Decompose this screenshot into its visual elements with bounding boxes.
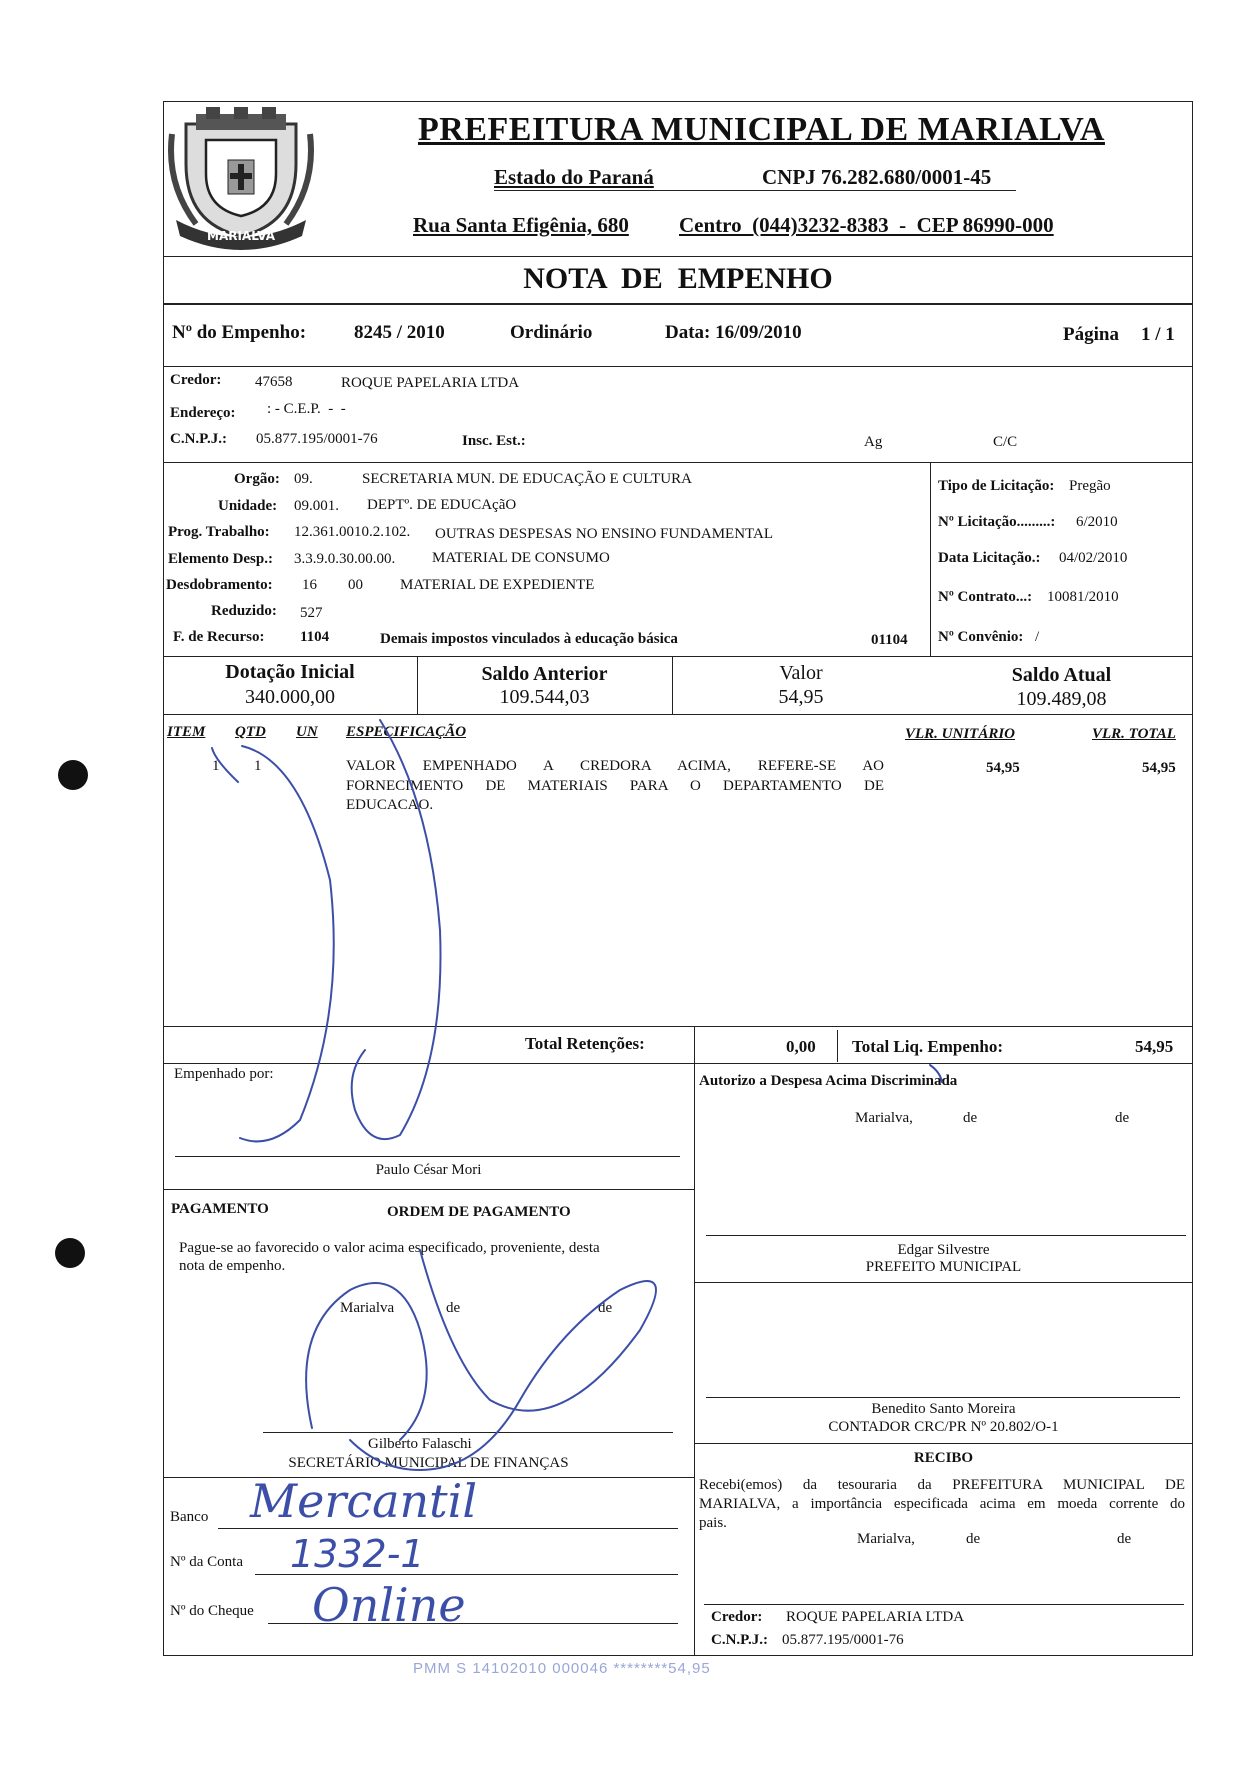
recibo-line-2: MARIALVA, a importância especificada acima em moeda corrente do <box>699 1496 1185 1512</box>
recurso-code: 1104 <box>300 629 330 645</box>
contador-role: CONTADOR CRC/PR Nº 20.802/O-1 <box>828 1419 1059 1435</box>
pagamento-text-2: nota de empenho. <box>179 1258 286 1274</box>
valor-value: 54,95 <box>778 686 824 708</box>
dotacao-value: 340.000,00 <box>245 686 335 708</box>
document-title: NOTA DE EMPENHO <box>523 262 833 295</box>
col-total: VLR. TOTAL <box>1092 726 1176 742</box>
item-number: 1 <box>212 758 220 774</box>
header-title: PREFEITURA MUNICIPAL DE MARIALVA <box>418 111 1105 148</box>
pagamento-de-2: de <box>598 1300 613 1316</box>
licitacao-num-label: Nº Licitação.........: <box>938 514 1056 530</box>
header-state: Estado do Paraná <box>494 165 654 189</box>
autorizo-city: Marialva, <box>855 1110 913 1126</box>
tipo-licitacao: Pregão <box>1069 478 1111 494</box>
contador-name: Benedito Santo Moreira <box>871 1401 1016 1417</box>
recurso-label: F. de Recurso: <box>173 629 265 645</box>
autorizo-de-1: de <box>963 1110 978 1126</box>
orgao-name: SECRETARIA MUN. DE EDUCAÇÃO E CULTURA <box>362 471 692 487</box>
recibo-line-1: Recebi(emos) da tesouraria da PREFEITURA MUNICIPAL DE <box>699 1477 1185 1493</box>
orgao-label: Orgão: <box>234 471 280 487</box>
recibo-city: Marialva, <box>857 1531 915 1547</box>
header-contact: Centro (044)3232-8383 - CEP 86990-000 <box>679 213 1054 237</box>
recurso-code-2: 01104 <box>871 632 908 648</box>
anterior-value: 109.544,03 <box>499 686 590 708</box>
contrato-value: 10081/2010 <box>1047 589 1119 605</box>
secretario-role: SECRETÁRIO MUNICIPAL DE FINANÇAS <box>288 1455 569 1471</box>
credor-cnpj: 05.877.195/0001-76 <box>256 431 378 447</box>
empenhado-name: Paulo César Mori <box>375 1162 482 1178</box>
pagamento-text-1: Pague-se ao favorecido o valor acima especificado, proveniente, desta <box>179 1240 600 1256</box>
elemento-name: MATERIAL DE CONSUMO <box>432 550 610 566</box>
recibo-de-2: de <box>1117 1531 1132 1547</box>
recibo-credor-label: Credor: <box>711 1609 763 1625</box>
pagamento-city: Marialva <box>340 1300 395 1316</box>
recibo-line-3: pais. <box>699 1515 727 1531</box>
contrato-label: Nº Contrato...: <box>938 589 1033 605</box>
empenhado-label: Empenhado por: <box>174 1066 274 1082</box>
ag-label: Ag <box>864 434 883 450</box>
empenho-type: Ordinário <box>510 322 593 343</box>
ordem-label: ORDEM DE PAGAMENTO <box>387 1204 571 1220</box>
anterior-label: Saldo Anterior <box>481 663 608 685</box>
prefeito-role: PREFEITO MUNICIPAL <box>865 1259 1022 1275</box>
orgao-code: 09. <box>294 471 313 487</box>
licitacao-data: 04/02/2010 <box>1059 550 1128 566</box>
elemento-code: 3.3.9.0.30.00.00. <box>294 551 396 567</box>
recibo-de-1: de <box>966 1531 981 1547</box>
col-qtd: QTD <box>235 724 266 740</box>
page-number: 1 / 1 <box>1141 324 1175 345</box>
col-unit: VLR. UNITÁRIO <box>905 726 1016 742</box>
liq-label: Total Liq. Empenho: <box>852 1037 1003 1056</box>
reduzido-label: Reduzido: <box>211 603 277 619</box>
cheque-handwritten: Online <box>312 1578 466 1632</box>
col-item: ITEM <box>167 724 206 740</box>
payment-stamp: PMM S 14102010 000046 ********54,95 <box>413 1660 711 1677</box>
recibo-title: RECIBO <box>913 1450 974 1466</box>
item-unit-value: 54,95 <box>986 760 1020 776</box>
recibo-cnpj-label: C.N.P.J.: <box>711 1632 768 1648</box>
endereco-label: Endereço: <box>170 405 236 421</box>
prog-name: OUTRAS DESPESAS NO ENSINO FUNDAMENTAL <box>435 526 773 542</box>
item-desc-line1: VALOR EMPENHADO A CREDORA ACIMA, REFERE-SE AO <box>346 758 884 774</box>
desdobramento-sub: 00 <box>348 577 363 593</box>
recibo-cnpj: 05.877.195/0001-76 <box>782 1632 904 1648</box>
unidade-name: DEPTº. DE EDUCAçãO <box>367 497 517 513</box>
credor-label: Credor: <box>170 372 222 388</box>
recurso-name: Demais impostos vinculados à educação básica <box>380 631 678 647</box>
retencoes-value: 0,00 <box>786 1037 816 1056</box>
credor-name: ROQUE PAPELARIA LTDA <box>341 375 520 391</box>
crest-motto: MARIALVA <box>207 229 275 243</box>
desdobramento-label: Desdobramento: <box>166 577 273 593</box>
cnpj-label: C.N.P.J.: <box>170 431 227 447</box>
prog-label: Prog. Trabalho: <box>168 524 270 540</box>
unidade-code: 09.001. <box>294 498 339 514</box>
convenio-value: / <box>1035 629 1040 645</box>
dotacao-label: Dotação Inicial <box>225 661 355 683</box>
col-un: UN <box>296 724 318 740</box>
banco-label: Banco <box>170 1509 209 1525</box>
cheque-label: Nº do Cheque <box>170 1603 254 1619</box>
empenho-date: Data: 16/09/2010 <box>665 322 802 343</box>
item-desc-line3: EDUCACAO. <box>346 797 434 813</box>
desdobramento-code: 16 <box>302 577 317 593</box>
pagamento-label: PAGAMENTO <box>171 1201 269 1217</box>
item-qty: 1 <box>254 758 262 774</box>
insc-label: Insc. Est.: <box>462 433 526 449</box>
licitacao-num: 6/2010 <box>1076 514 1118 530</box>
tipo-licitacao-label: Tipo de Licitação: <box>938 478 1055 494</box>
atual-label: Saldo Atual <box>1011 664 1112 686</box>
unidade-label: Unidade: <box>218 498 278 514</box>
header-cnpj: CNPJ 76.282.680/0001-45 <box>762 165 992 189</box>
page-label: Página <box>1063 324 1119 345</box>
prefeito-name: Edgar Silvestre <box>897 1242 990 1258</box>
convenio-label: Nº Convênio: <box>938 629 1024 645</box>
header-street: Rua Santa Efigênia, 680 <box>413 213 629 237</box>
cc-label: C/C <box>993 434 1018 450</box>
prog-code: 12.361.0010.2.102. <box>294 524 411 540</box>
liq-value: 54,95 <box>1135 1037 1174 1056</box>
atual-value: 109.489,08 <box>1016 688 1107 710</box>
elemento-label: Elemento Desp.: <box>168 551 273 567</box>
retencoes-label: Total Retenções: <box>525 1034 645 1053</box>
item-total-value: 54,95 <box>1142 760 1176 776</box>
licitacao-data-label: Data Licitação.: <box>938 550 1041 566</box>
reduzido-value: 527 <box>300 605 323 621</box>
autorizo-de-2: de <box>1115 1110 1130 1126</box>
recibo-credor: ROQUE PAPELARIA LTDA <box>786 1609 965 1625</box>
pagamento-de-1: de <box>446 1300 461 1316</box>
endereco-value: : - C.E.P. - - <box>267 401 346 417</box>
autorizo-label: Autorizo a Despesa Acima Discriminada <box>699 1073 958 1089</box>
empenho-label: Nº do Empenho: <box>172 322 307 343</box>
col-espec: ESPECIFICAÇÃO <box>346 724 467 740</box>
conta-label: Nº da Conta <box>170 1554 243 1570</box>
secretario-name: Gilberto Falaschi <box>368 1436 472 1452</box>
valor-label: Valor <box>779 662 823 684</box>
empenho-number: 8245 / 2010 <box>354 322 445 343</box>
desdobramento-name: MATERIAL DE EXPEDIENTE <box>400 577 595 593</box>
item-desc-line2: FORNECIMENTO DE MATERIAIS PARA O DEPARTAMENTO DE <box>346 778 884 794</box>
banco-handwritten: Mercantil <box>250 1474 478 1528</box>
conta-handwritten: 1332-1 <box>290 1532 425 1576</box>
credor-code: 47658 <box>255 374 293 390</box>
